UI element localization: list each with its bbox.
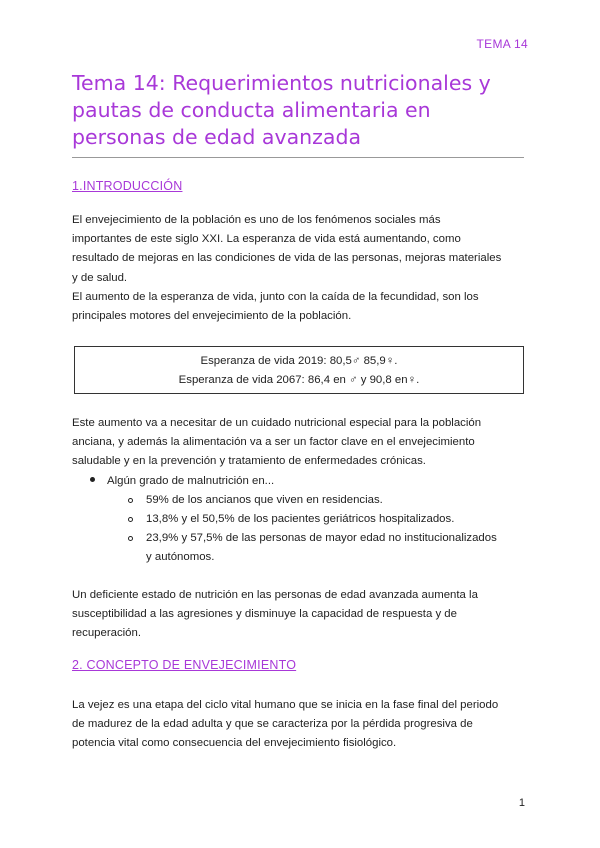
nutrition-paragraph <box>72 414 532 472</box>
text-line: El aumento de la esperanza de vida, junto con la caída de la fecundidad, son los <box>72 290 479 303</box>
bullet-dot-icon <box>90 477 95 482</box>
text-line: y de salud. <box>72 271 128 284</box>
sub-item-text: 13,8% y el 50,5% de los pacientes geriátricos hospitalizados. <box>146 513 455 525</box>
sub-item-text: 59% de los ancianos que viven en residencias. <box>146 494 383 506</box>
hollow-bullet-icon <box>128 536 133 541</box>
sub-item-text: 23,9% y 57,5% de las personas de mayor edad no institucionalizados <box>146 532 497 544</box>
text-line: El envejecimiento de la población es uno de los fenómenos sociales más <box>72 214 441 226</box>
text-line: Un deficiente estado de nutrición en las personas de edad avanzada aumenta la <box>72 589 478 601</box>
malnutrition-paragraph <box>72 586 532 644</box>
document-title <box>72 70 532 151</box>
sub-list-item <box>128 529 528 567</box>
concept-paragraph <box>72 696 532 754</box>
bullet-item <box>90 472 274 491</box>
section-heading-introduccion[interactable]: 1.INTRODUCCIÓN <box>72 179 183 193</box>
title-line: Tema 14: Requerimientos nutricionales y <box>72 71 491 95</box>
sub-item-text: y autónomos. <box>146 551 215 564</box>
text-line: resultado de mejoras en las condiciones de vida de las personas, mejoras materiales <box>72 252 502 265</box>
sub-list-item <box>128 491 528 510</box>
stat-line: Esperanza de vida 2019: 80,5♂ 85,9♀. <box>200 355 398 367</box>
title-line: personas de edad avanzada <box>72 125 362 149</box>
text-line: recuperación. <box>72 627 142 640</box>
text-line: La vejez es una etapa del ciclo vital humano que se inicia en la fase final del periodo <box>72 699 499 711</box>
title-line: pautas de conducta alimentaria en <box>72 98 431 122</box>
text-line: Este aumento va a necesitar de un cuidado nutricional especial para la población <box>72 417 482 429</box>
hollow-bullet-icon <box>128 498 133 503</box>
text-line: principales motores del envejecimiento de la población. <box>72 310 352 323</box>
intro-paragraph <box>72 211 532 326</box>
stat-line: Esperanza de vida 2067: 86,4 en ♂ y 90,8 en♀. <box>178 374 420 386</box>
sub-list-item <box>128 510 528 529</box>
header-label: TEMA 14 <box>476 37 528 51</box>
life-expectancy-box <box>74 346 524 394</box>
title-divider <box>72 157 524 158</box>
text-line: importantes de este siglo XXI. La esperanza de vida está aumentando, como <box>72 233 461 246</box>
text-line: saludable y en la prevención y tratamiento de enfermedades crónicas. <box>72 455 426 468</box>
text-line: susceptibilidad a las agresiones y disminuye la capacidad de respuesta y de <box>72 608 457 621</box>
page-number: 1 <box>518 797 525 809</box>
text-line: anciana, y además la alimentación va a ser un factor clave en el envejecimiento <box>72 436 475 449</box>
bullet-text: Algún grado de malnutrición en... <box>107 475 275 487</box>
text-line: potencia vital como consecuencia del envejecimiento fisiológico. <box>72 737 397 750</box>
hollow-bullet-icon <box>128 517 133 522</box>
section-heading-concepto[interactable]: 2. CONCEPTO DE ENVEJECIMIENTO <box>72 658 297 672</box>
text-line: de madurez de la edad adulta y que se caracteriza por la pérdida progresiva de <box>72 718 473 731</box>
